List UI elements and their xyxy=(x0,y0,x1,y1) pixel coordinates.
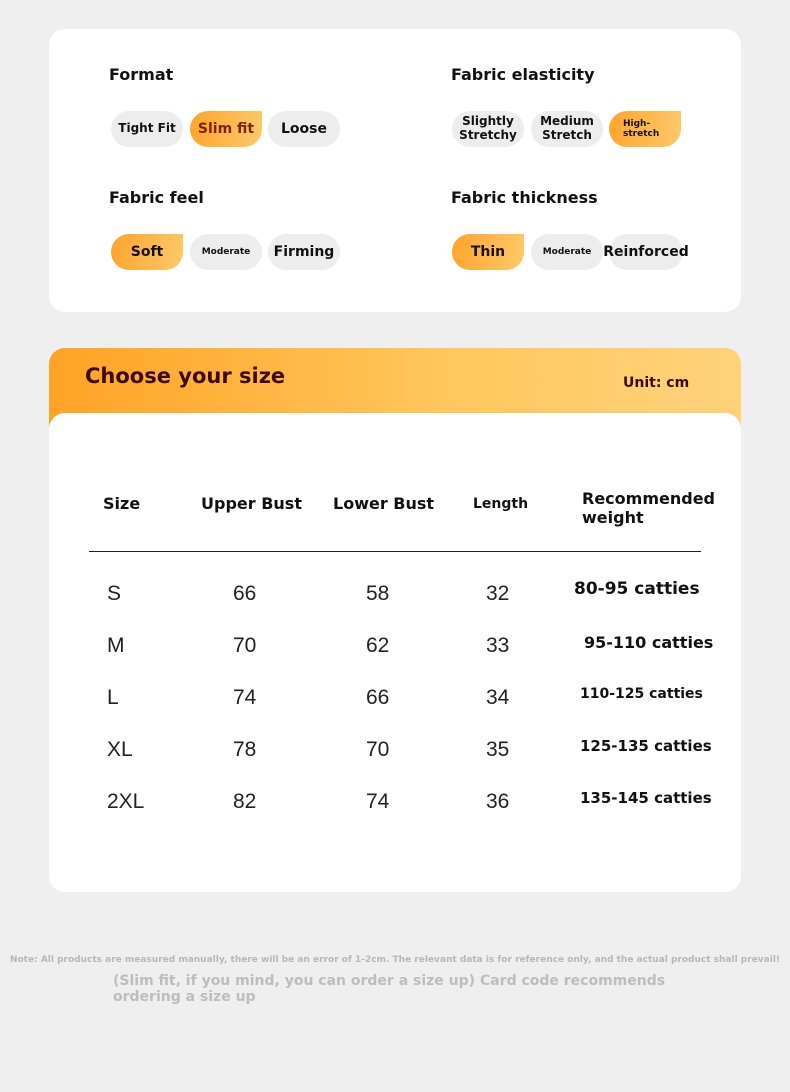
table-row-lower-bust: 70 xyxy=(366,738,390,761)
table-row-length: 36 xyxy=(486,790,510,813)
column-header-size: Size xyxy=(103,494,141,513)
elasticity-option-high-stretch[interactable]: High-stretch xyxy=(609,111,681,147)
measurement-note: Note: All products are measured manually, there will be an error of 1-2cm. The relevant data is for reference only, and the actual product shall prevail! xyxy=(9,955,781,965)
size-chart-title: Choose your size xyxy=(85,364,286,388)
table-row-size: 2XL xyxy=(107,790,145,813)
table-row-lower-bust: 62 xyxy=(366,634,390,657)
column-header-upper-bust: Upper Bust xyxy=(201,494,302,513)
table-row-upper-bust: 74 xyxy=(233,686,257,709)
format-option-tight-fit[interactable]: Tight Fit xyxy=(111,111,183,147)
table-row-length: 32 xyxy=(486,582,510,605)
feel-option-firming[interactable]: Firming xyxy=(268,234,340,270)
table-row-size: S xyxy=(107,582,122,605)
table-row-size: M xyxy=(107,634,125,657)
column-header-lower-bust: Lower Bust xyxy=(333,494,435,513)
feel-option-soft[interactable]: Soft xyxy=(111,234,183,270)
elasticity-option-slightly-stretchy[interactable]: Slightly Stretchy xyxy=(452,111,524,147)
elasticity-option-medium-stretch[interactable]: Medium Stretch xyxy=(531,111,603,147)
table-row-weight: 125-135 catties xyxy=(580,737,712,755)
table-row-size: XL xyxy=(107,738,133,761)
table-row-length: 34 xyxy=(486,686,510,709)
column-header-recommended-weight: Recommended weight xyxy=(582,489,715,528)
table-row-lower-bust: 58 xyxy=(366,582,390,605)
thickness-title: Fabric thickness xyxy=(451,188,598,207)
table-row-upper-bust: 70 xyxy=(233,634,257,657)
feel-option-moderate[interactable]: Moderate xyxy=(190,234,262,270)
size-tip: (Slim fit, if you mind, you can order a size up) Card code recommends ordering a size up xyxy=(113,973,666,1006)
table-row-upper-bust: 78 xyxy=(233,738,257,761)
format-option-slim-fit[interactable]: Slim fit xyxy=(190,111,262,147)
thickness-option-thin[interactable]: Thin xyxy=(452,234,524,270)
thickness-option-moderate[interactable]: Moderate xyxy=(531,234,603,270)
column-header-length: Length xyxy=(473,496,529,512)
table-row-length: 33 xyxy=(486,634,510,657)
elasticity-title: Fabric elasticity xyxy=(451,65,595,84)
format-title: Format xyxy=(109,65,174,84)
table-row-lower-bust: 74 xyxy=(366,790,390,813)
thickness-option-reinforced[interactable]: Reinforced xyxy=(609,234,683,270)
fabric-attributes-card xyxy=(49,29,741,312)
unit-label: Unit: cm xyxy=(623,375,690,391)
table-row-weight: 95-110 catties xyxy=(584,633,714,652)
table-row-upper-bust: 82 xyxy=(233,790,257,813)
table-row-weight: 80-95 catties xyxy=(574,579,700,599)
feel-title: Fabric feel xyxy=(109,188,204,207)
table-row-length: 35 xyxy=(486,738,510,761)
size-chart-card xyxy=(49,348,741,892)
table-row-weight: 110-125 catties xyxy=(580,686,703,702)
format-option-loose[interactable]: Loose xyxy=(268,111,340,147)
table-row-size: L xyxy=(107,686,119,709)
table-row-lower-bust: 66 xyxy=(366,686,390,709)
table-header-divider xyxy=(89,551,701,552)
size-table xyxy=(49,413,741,892)
table-row-upper-bust: 66 xyxy=(233,582,257,605)
table-row-weight: 135-145 catties xyxy=(580,789,712,807)
